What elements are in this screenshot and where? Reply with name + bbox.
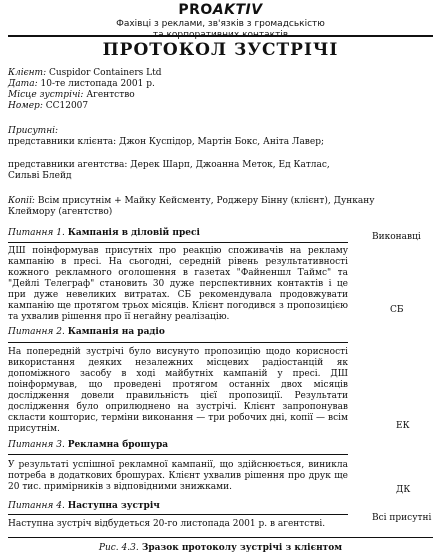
item-4-title: Наступна зустріч [67,501,160,511]
meta-block [8,68,162,112]
figure-caption [0,543,441,553]
date-label: Дата: [8,79,38,89]
item-4-text: Наступна зустріч відбудеться 20-го листопада 2001 р. в агентстві. [8,519,326,529]
client-label: Клієнт: [8,68,47,78]
item-3-heading [8,440,168,450]
meta-number [8,101,162,112]
brand-logo [0,2,441,18]
item-3-text: У результаті успішної рекламної кампанії, що здійснюється, виникла потреба в додаткових брошурах. Клієнт ухвалив рішення про друк ще 20 тис. примірників з відповідними знижками. [8,460,348,492]
meta-date [8,79,162,90]
copies-text: Всім присутнім + Майку Кейсменту, Роджеру Бінну (клієнт), Дункану Клеймору (агентство) [8,196,375,217]
item-2-responsible: ЕК [396,421,410,431]
header-rule [8,35,433,37]
item-3-prefix: Питання 3. [8,440,65,450]
tagline-line-2: та корпоративних контактів [152,30,289,40]
item-2-heading [8,327,165,337]
tagline-line-1: Фахівці з реклами, зв'язків з громадськістю [116,19,325,29]
item-2-prefix: Питання 2. [8,327,65,337]
present-label: Присутні: [8,126,59,136]
client-value: Cuspidor Containers Ltd [48,68,162,78]
item-3-responsible: ДК [396,485,411,495]
item-2-text: На попередній зустрічі було висунуто пропозицію щодо корисності використання деяких незалежних місцевих радіостанцій як допоміжного засобу в ході майбутніх кампаній у пресі. ДШ поінформував, що проведені протягом останніх двох місяців дослідження довели правильність цієї пропозиції. Результати дослідження було оприлюднено на зустрічі. Клієнт запропонував скласти кошторис, терміни виконання — три робочих дні, копії — всім присутнім. [8,347,348,434]
brand-main: PRO [178,2,213,18]
caption-prefix: Рис. 4.3. [98,543,139,553]
item-1-responsible: СБ [390,305,404,315]
item-4-heading [8,501,160,511]
present-client-line: представники клієнта: Джон Куспідор, Мартін Бокс, Аніта Лавер; [8,137,324,147]
place-label: Місце зустрічі: [8,90,84,100]
number-label: Номер: [8,101,43,111]
caption-text: Зразок протоколу зустрічі з клієнтом [141,543,343,553]
item-1-title: Кампанія в діловій пресі [67,228,200,238]
copies-block [8,196,388,218]
meta-client [8,68,162,79]
responsible-header: Виконавці [372,232,421,242]
item-3-title: Рекламна брошура [67,440,169,450]
item-1-heading [8,228,200,238]
date-value: 10-те листопада 2001 р. [40,79,155,89]
item-1-prefix: Питання 1. [8,228,65,238]
present-agency-line-1: представники агентства: Дерек Шарп, Джоанна Меток, Ед Катлас, [8,160,330,170]
meta-place [8,90,162,101]
brand-accent: AKTIV [212,2,263,18]
item-1-rule [8,242,348,243]
number-value: СС12007 [45,101,89,111]
place-value: Агентство [86,90,135,100]
present-agency-line-2: Сильві Блейд [8,171,72,181]
item-4-prefix: Питання 4. [8,501,65,511]
footer-rule [8,537,433,538]
copies-label: Копії: [8,196,35,206]
item-2-title: Кампанія на радіо [67,327,165,337]
item-1-text: ДШ поінформував присутніх про реакцію споживачів на рекламу кампанію в пресі. На сьогодні, середній рівень результативності кожного рекламного оголошення в газетах "Файненшл Таймс" та "Дейлі Телеграф" становить 30 дуже перспективних контактів і це при дуже невеликих витратах. СБ рекомендувала продовжувати кампанію ще протягом трьох місяців. Клієнт погодився з пропозицією та ухвалив рішення про її негайну реалізацію. [8,246,348,322]
item-4-responsible: Всі присутні [372,513,432,523]
item-4-rule [8,514,348,515]
document-title: ПРОТОКОЛ ЗУСТРІЧІ [102,40,339,60]
item-3-rule [8,454,348,455]
item-2-rule [8,342,348,343]
